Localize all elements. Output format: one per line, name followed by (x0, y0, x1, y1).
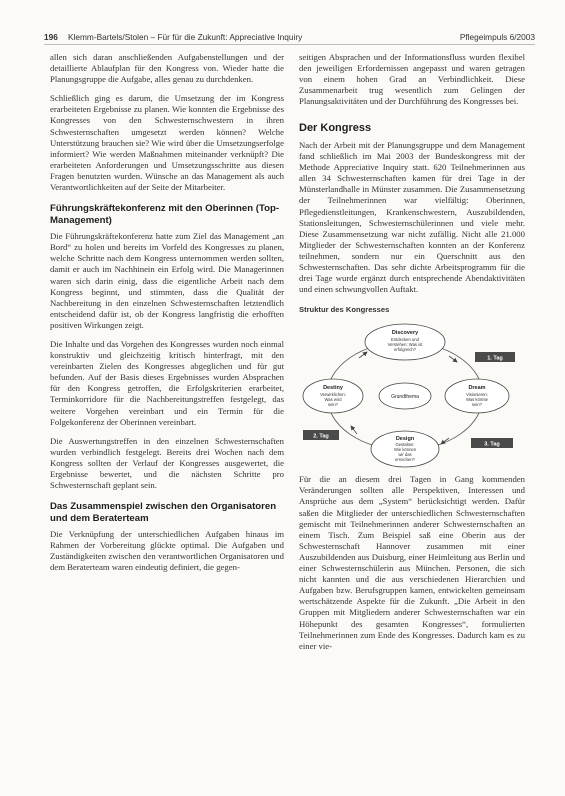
paragraph: Die Auswertungstreffen in den einzelnen Schwesternschaften wurden verbindlich festgelegt. Bereits drei Wochen nach dem Kongress sollten der Verlauf der Kongresses ausgewertet, die Ergebnisse bewertet, und die nächsten Schritte pro Schwesternschaft geplant sein. (50, 435, 284, 491)
day-3-badge (471, 438, 513, 448)
design-sub-2: Wie können (393, 447, 417, 453)
dream-sub-2: Was könnte (466, 397, 488, 403)
running-title: Klemm-Bartels/Stolen – Für für die Zukunft: Appreciative Inquiry (68, 32, 303, 42)
paragraph: Nach der Arbeit mit der Planungsgruppe und dem Management fand schließlich im Mai 2003 der Bundeskongress mit der Methode Appreciative Inquiry statt. 620 Teilnehmerinnen aus allen 34 Schwesternschaften kamen für drei Tage in der Münsterlandhalle in Münster zusammen. Die Zusammensetzung der Teilnehmerinnen war vielfältig: Oberinnen, Pflegedienstleitungen, Krankenschwestern, Auszubildenden, Stationsleitungen, Schwesternschülerinnen und viele mehr. Diese Zusammensetzung war nicht zufällig. Nicht alle 21.000 Mitglieder der Schwesternschaften konnten an der Konferenz teilnehmen, sondern nur ein Querschnitt aus den Schwesternschaften. Das sehr dichte Arbeitsprogramm für die drei Tage wurde ergänzt durch entsprechende Abendaktivitäten und einen schwungvollen Auftakt. (299, 139, 525, 295)
design-node (371, 431, 439, 467)
dream-title: Dream (468, 385, 486, 392)
right-column (299, 52, 525, 660)
paragraph: Die Inhalte und das Vorgehen des Kongresses wurden noch einmal konstruktiv und gleichzeitig kritisch hinterfragt, mit den vereinbarten Zielen des Kongresses abgeglichen und für gut befunden. Auf der Basis dieses Ergebnisses wurden Absprachen für den Kongress getroffen, die Erfolgskriterien erarbeitet, Terminkorridore für die Nachbereitungstreffen festgelegt, das weitere Vorgehen vereinbart und ein Termin für die Folgekonferenz der Oberinnen vereinbart. (50, 338, 284, 427)
destiny-sub-2: Was wird (324, 397, 342, 403)
design-sub-1: Gestalten: (395, 442, 415, 448)
paragraph: Für die an diesem drei Tagen in Gang kommenden Veränderungen sollten alle Perspektiven, Interessen und Ansprüche aus dem „System“ berücksichtigt werden. Dafür saßen die Mitglieder der unterschiedlichen Schwesternschaften gemischt mit Teilnehmerinnen anderer Schwesternschaften an einem Tisch. Zum Beispiel saß eine Oberin aus der Schwesternschaft Hannover zusammen mit einer Auszubildenden aus Duisburg, einer Heimleitung aus Berlin und einer Schwesternschülerin aus München. Personen, die sich nicht kannten und die aus verschiedenen Hierarchien und Aufgaben bzw. Berufsgruppen kamen, entwickelten gemeinsam wertschätzende Aspekte für die Zukunft. „Die Arbeit in den Gruppen mit Mitgliedern anderer Schwesternschaften war ein Höhepunkt des gesamten Kongresses“, formulierten Teilnehmerinnen zum Ende des Kongresses. Dadurch kam es zu einer vie- (299, 474, 525, 651)
page-header (44, 30, 535, 45)
left-column (50, 52, 284, 582)
journal-issue: Pflegeimpuls 6/2003 (459, 32, 535, 42)
svg-text:1. Tag: 1. Tag (487, 355, 503, 362)
svg-text:3. Tag: 3. Tag (484, 441, 500, 448)
design-title: Design (395, 436, 415, 443)
section-heading-zusammenspiel: Das Zusammenspiel zwischen den Organisatoren und dem Beraterteam (50, 501, 277, 524)
discovery-node (365, 324, 445, 360)
congress-structure-diagram (299, 320, 523, 470)
destiny-sub-3: sein? (327, 402, 339, 408)
destiny-title: Destiny (323, 385, 343, 392)
paragraph: seitigen Absprachen und der Informationsfluss wurden flexibel den jeweiligen Erfordernissen angepasst und waren getragen von einem hohen Grad an Verbindlichkeit. Diese Zusammenarbeit trug wesentlich zum Gelingen der Planungsaktivitäten und der Durchführung des Kongresses bei. (299, 52, 525, 107)
dream-sub-1: Visionieren: (466, 392, 488, 398)
discovery-title: Discovery (391, 330, 419, 337)
design-sub-3: wir das (398, 452, 412, 458)
paragraph: allen sich daran anschließenden Aufgabenstellungen und der detaillierte Ablaufplan für den Kongress von. Wieder hatte die Planungsgruppe die Aufgabe, alles genau zu durchdenken. (50, 52, 284, 85)
paragraph: Schließlich ging es darum, die Umsetzung der im Kongress erarbeiteten Ergebnisse zu planen. Wie konnten die Ergebnisse des Kongresses von den Schwesternschwestern in ihren Schwesternschaften umgesetzt werden können? Welche Unterstützung brauchen sie? Wie wird über die Umsetzungserfolge informiert? Wie werden Maßnahmen miteinander verknüpft? Die erarbeiteten Anforderungen und Umsetzungsschritte aus diesen Fragen benutzten wurden. Wünsche an das Management als auch Verantwortlichkeiten auf der Seite der Mitarbeiter. (50, 93, 284, 193)
section-heading-kongress: Der Kongress (299, 122, 372, 135)
dream-sub-3: sein? (471, 402, 483, 408)
center-node (379, 383, 431, 409)
day-2-badge (303, 430, 339, 440)
cycle-arrow (449, 356, 457, 362)
paragraph: Die Verknüpfung der unterschiedlichen Aufgaben hinaus im Rahmen der Vorbereitung glückte optimal. Die Aufgaben und Zuständigkeiten zwischen den verantwortlichen Organisatoren und dem Beraterteam waren eindeutig definiert, die gegen- (50, 529, 284, 573)
center-label: Grundthema (391, 394, 419, 401)
discovery-sub-3: erfolgreich? (394, 347, 416, 353)
dream-node (445, 379, 509, 413)
discovery-sub-1: Entdecken und (391, 337, 419, 343)
figure-caption: Struktur des Kongresses (299, 305, 390, 315)
destiny-node (303, 379, 363, 413)
discovery-sub-2: Verstehen: Was ist (387, 342, 423, 348)
section-heading-top-management: Führungskräftekonferenz mit den Oberinnen (Top-Management) (50, 203, 280, 226)
design-sub-4: erreichen? (395, 457, 415, 463)
cycle-arrow (359, 352, 367, 358)
day-1-badge (475, 352, 515, 362)
svg-text:2. Tag: 2. Tag (313, 433, 329, 440)
paragraph: Die Führungskräftekonferenz hatte zum Ziel das Management „an Bord“ zu holen und bereits im Vorfeld des Kongresses zu planen, welche Schritte nach dem Kongress unternommen werden sollten, damit er auch im Nachhinein ein Erfolg wird. Die Managerinnen waren sich darin einig, dass die eigentliche Arbeit nach dem Kongress beginnt, und stimmten, dass die Qualität der Nachbereitung in den einzelnen Schwesternschaften letztendlich entscheidend dafür ist, ob der Kongress langfristig die erhofften positiven Wirkungen zeigt. (50, 231, 284, 330)
cycle-arrow (351, 426, 357, 434)
page-number: 196 (44, 32, 58, 42)
destiny-sub-1: Verwirklichen: (320, 392, 346, 398)
